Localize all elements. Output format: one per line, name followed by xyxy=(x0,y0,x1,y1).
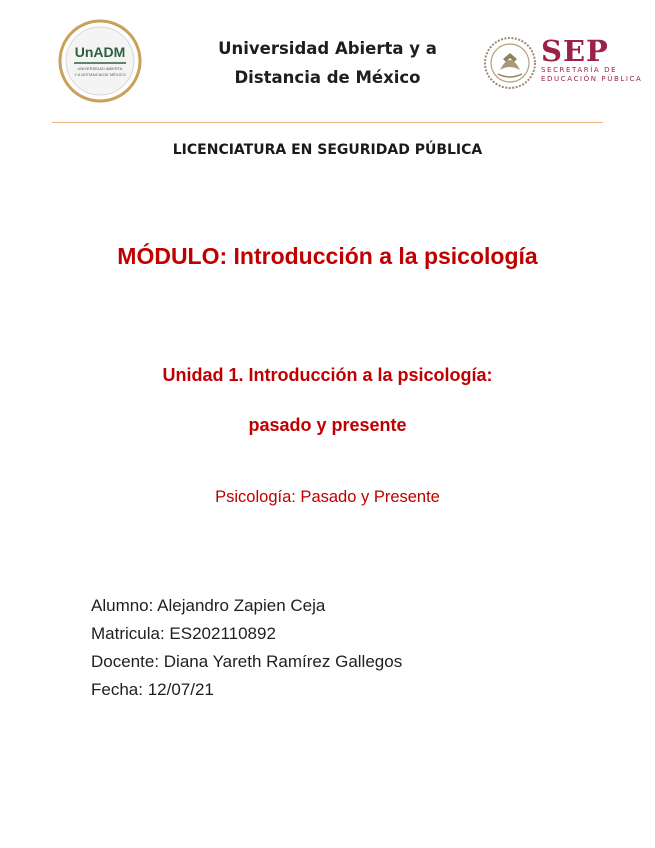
university-name xyxy=(190,34,465,92)
unadm-logo-caption-2: Y A DISTANCIA DE MÉXICO xyxy=(74,72,126,77)
header-divider xyxy=(52,122,603,123)
document-header xyxy=(0,0,655,125)
sep-logo xyxy=(541,36,645,92)
mexican-coat-of-arms-icon xyxy=(483,36,537,90)
unit-title-line1: Unidad 1. Introducción a la psicología: xyxy=(162,365,493,385)
university-name-line2: Distancia de México xyxy=(234,68,421,87)
unit-title xyxy=(0,350,655,450)
sep-logo-subtitle-2: EDUCACIÓN PÚBLICA xyxy=(541,75,643,83)
teacher-name: Docente: Diana Yareth Ramírez Gallegos xyxy=(91,652,403,671)
unit-title-line2: pasado y presente xyxy=(248,415,407,435)
student-id: Matricula: ES202110892 xyxy=(91,624,276,643)
topic-title: Psicología: Pasado y Presente xyxy=(215,488,440,506)
unadm-logo-text: UnADM xyxy=(74,44,126,60)
program-title: LICENCIATURA EN SEGURIDAD PÚBLICA xyxy=(172,142,483,158)
unadm-logo xyxy=(58,19,142,103)
student-details xyxy=(91,592,402,704)
student-name: Alumno: Alejandro Zapien Ceja xyxy=(91,596,326,615)
module-title: MÓDULO: Introducción a la psicología xyxy=(117,243,538,269)
submission-date: Fecha: 12/07/21 xyxy=(91,680,214,699)
university-name-line1: Universidad Abierta y a xyxy=(218,39,437,58)
unadm-logo-caption-1: UNIVERSIDAD ABIERTA xyxy=(77,66,123,71)
sep-logo-text: SEP xyxy=(541,34,609,68)
sep-logo-subtitle-1: SECRETARÍA DE xyxy=(541,66,618,74)
